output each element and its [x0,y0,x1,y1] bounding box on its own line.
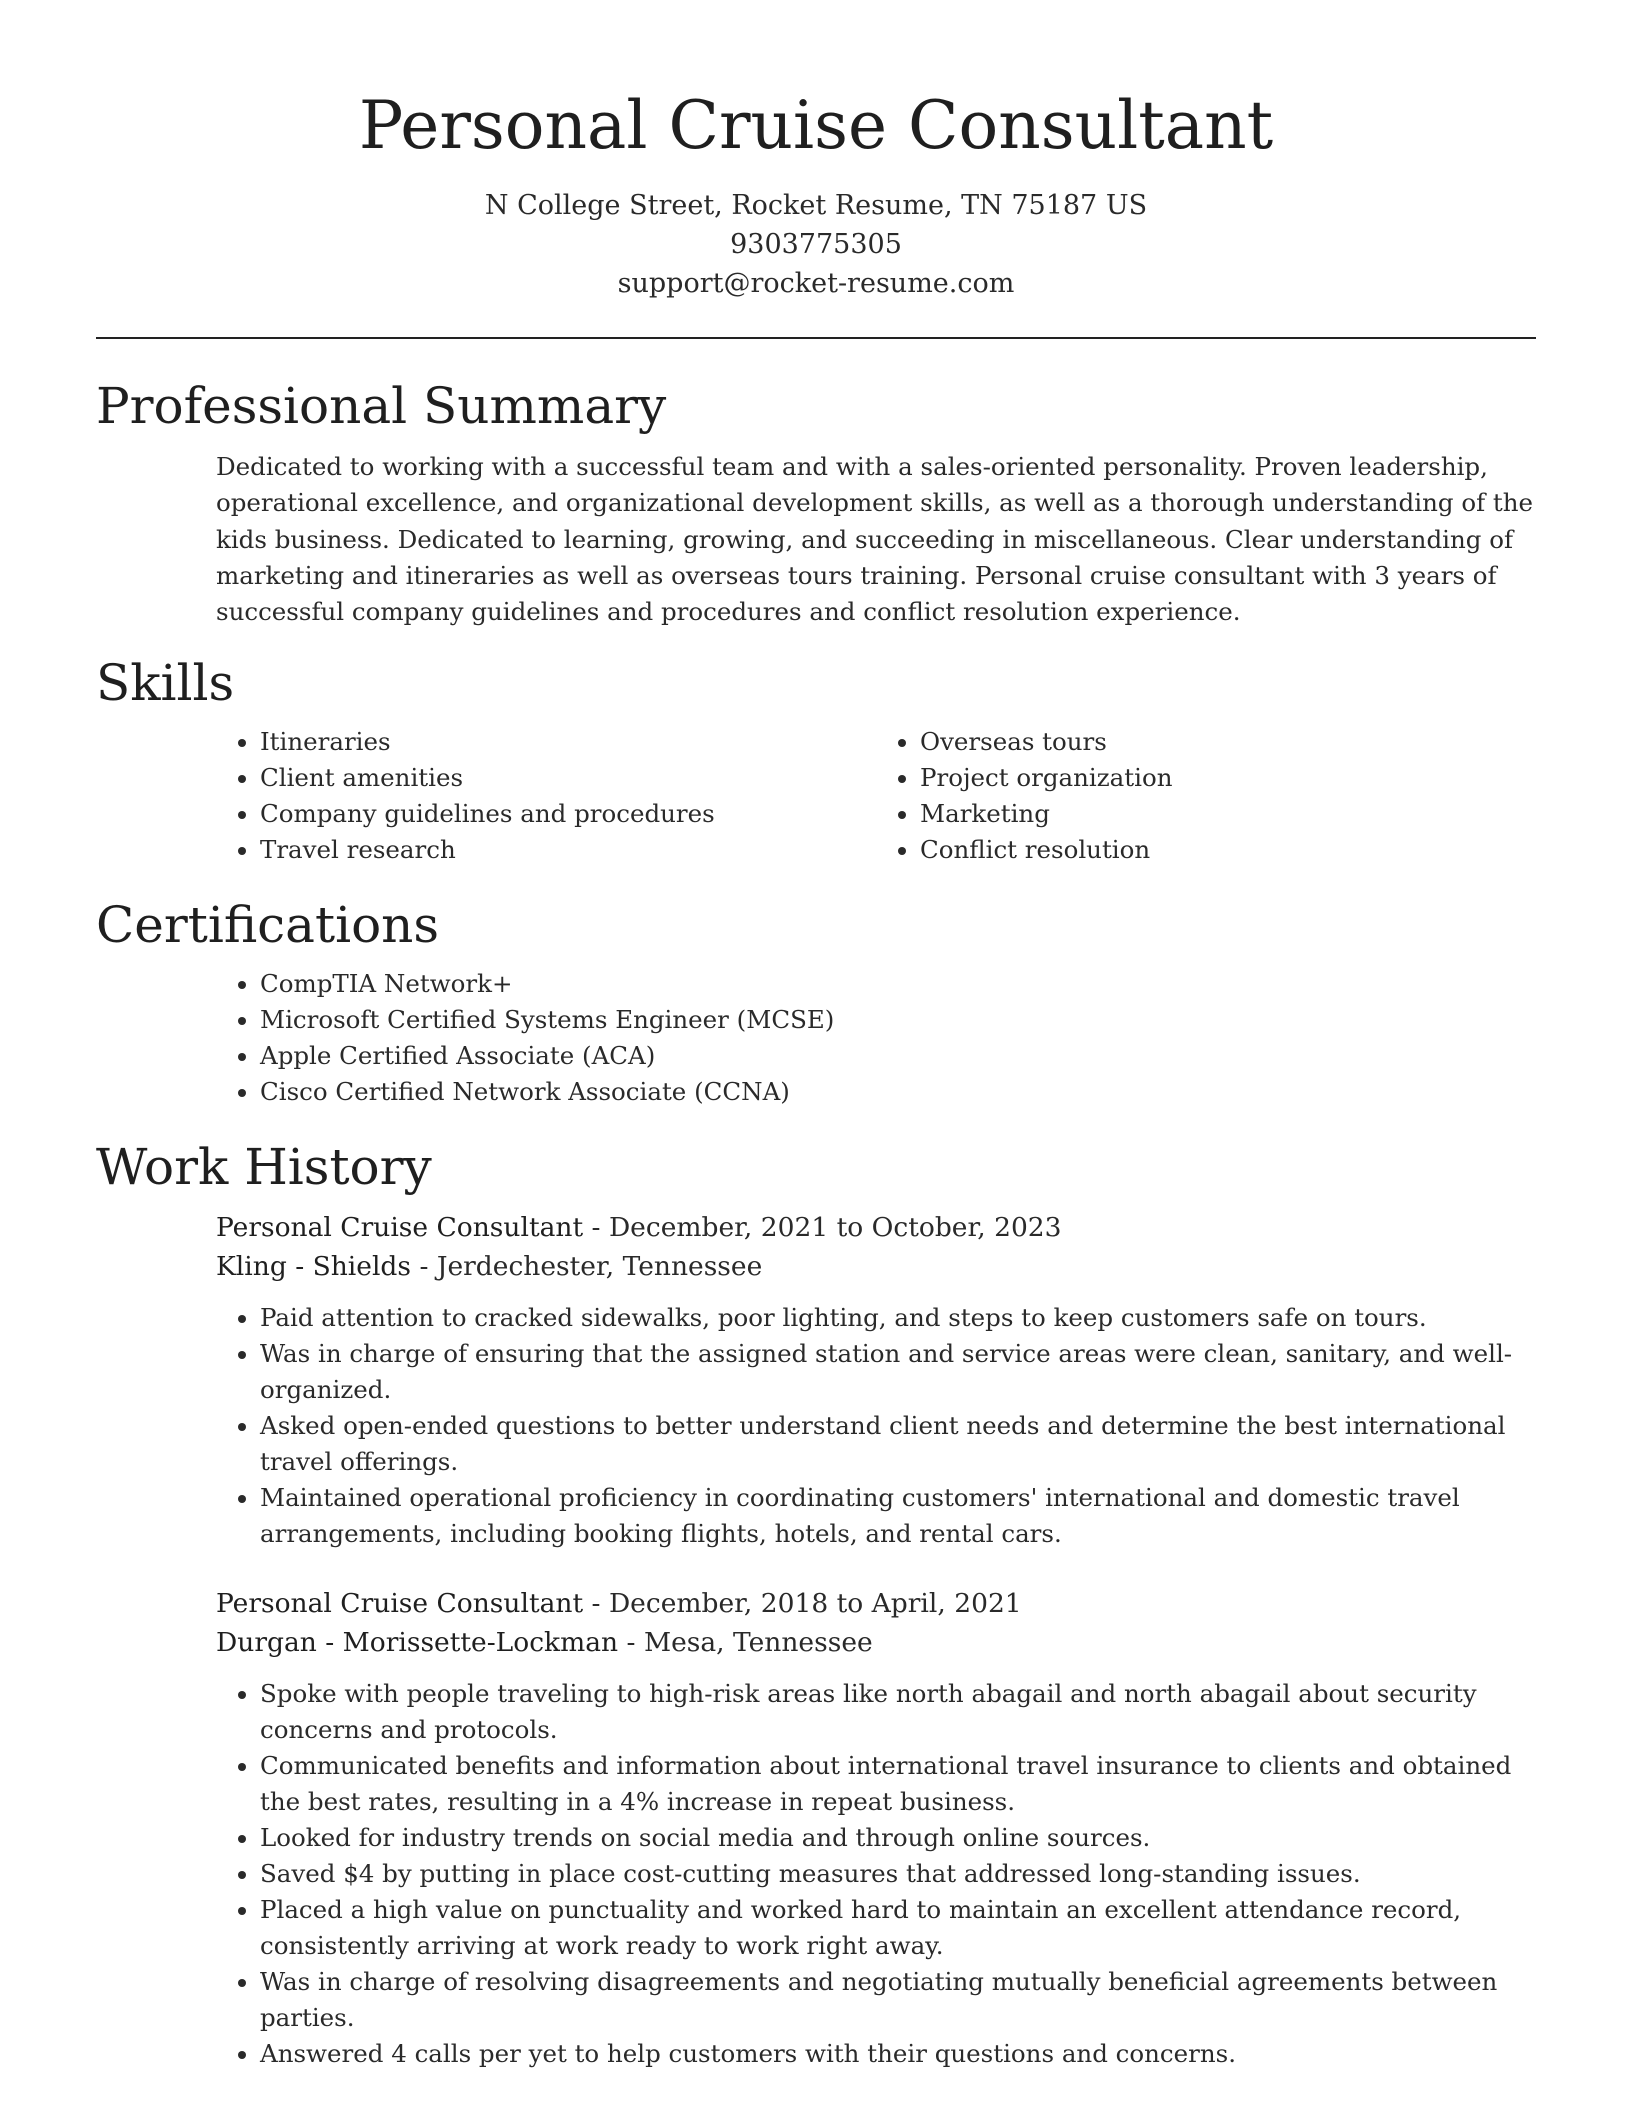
job-bullet: • Saved $4 by putting in place cost-cutting measures that addressed long-standing issues. [260,1856,1536,1892]
certification-item: • Cisco Certified Network Associate (CCNA) [260,1074,1536,1110]
certification-item: • Apple Certified Associate (ACA) [260,1038,1536,1074]
skill-item: • Project organization [920,760,1536,796]
skill-item: • Itineraries [260,724,876,760]
job-dates: December, 2018 to April, 2021 [608,1588,1022,1620]
job-employer-line [216,1247,1536,1286]
contact-phone: 9303775305 [730,229,902,260]
work-history-section [96,1136,1536,2072]
work-history-heading: Work History [96,1138,432,1197]
job-location: Mesa, Tennessee [643,1627,873,1659]
skill-item: • Company guidelines and procedures [260,796,876,832]
job-entry [216,1208,1536,1552]
skills-section [96,652,1536,868]
certifications-heading: Certifications [96,896,440,955]
job-dates: December, 2021 to October, 2023 [608,1212,1062,1244]
certification-item: • Microsoft Certified Systems Engineer (MCSE) [260,1002,1536,1038]
separator: - [626,1627,644,1659]
certification-item: • CompTIA Network+ [260,966,1536,1002]
job-entry [216,1584,1536,2072]
job-bullet: • Looked for industry trends on social media and through online sources. [260,1820,1536,1856]
job-bullet: • Communicated benefits and information about international travel insurance to clients and obtained the best rates, resulting in a 4% increase in repeat business. [260,1748,1536,1820]
skills-heading: Skills [96,654,235,713]
skill-item: • Client amenities [260,760,876,796]
resume-header [96,0,1536,303]
separator: - [591,1588,609,1620]
contact-address: N College Street, Rocket Resume, TN 75187 US [484,190,1148,221]
job-bullets [216,1300,1536,1552]
skill-item: • Marketing [920,796,1536,832]
contact-block [96,186,1536,303]
skills-grid [216,724,1536,868]
job-bullet: • Paid attention to cracked sidewalks, poor lighting, and steps to keep customers safe on tours. [260,1300,1536,1336]
separator: - [419,1251,437,1283]
job-bullets [216,1676,1536,2072]
skill-item: • Overseas tours [920,724,1536,760]
job-bullet: • Answered 4 calls per yet to help customers with their questions and concerns. [260,2036,1536,2072]
skill-item: • Conflict resolution [920,832,1536,868]
separator: - [591,1212,609,1244]
candidate-name: Personal Cruise Consultant [358,87,1274,164]
job-title-line [216,1208,1536,1247]
job-bullet: • Asked open-ended questions to better understand client needs and determine the best international travel offerings. [260,1408,1536,1480]
job-title: Personal Cruise Consultant [216,1212,584,1244]
job-location: Jerdechester, Tennessee [436,1251,763,1283]
job-employer-line [216,1623,1536,1662]
job-bullet: • Was in charge of ensuring that the assigned station and service areas were clean, sanitary, and well-organized. [260,1336,1536,1408]
header-divider [96,337,1536,339]
summary-section [96,375,1536,630]
contact-email: support@rocket-resume.com [617,268,1015,299]
job-bullet: • Placed a high value on punctuality and worked hard to maintain an excellent attendance record, consistently arriving at work ready to work right away. [260,1892,1536,1964]
job-employer: Kling - Shields [216,1251,411,1283]
job-bullet: • Maintained operational proficiency in coordinating customers' international and domestic travel arrangements, including booking flights, hotels, and rental cars. [260,1480,1536,1552]
job-title-line [216,1584,1536,1623]
resume-page [96,0,1536,2072]
skills-list-right [876,724,1536,868]
skill-item: • Travel research [260,832,876,868]
job-employer: Durgan - Morissette-Lockman [216,1627,619,1659]
summary-heading: Professional Summary [96,377,667,435]
certifications-list [216,966,1536,1110]
certifications-section [96,894,1536,1110]
summary-text: Dedicated to working with a successful team and with a sales-oriented personality. Proven leadership, operational excellence, and organizational development skills, as well as a thorough understanding of the kids business. Dedicated to learning, growing, and succeeding in miscellaneous. Clear understanding of marketing and itineraries as well as overseas tours training. Personal cruise consultant with 3 years of successful company guidelines and procedures and conflict resolution experience. [216,452,1534,627]
job-bullet: • Spoke with people traveling to high-risk areas like north abagail and north abagail about security concerns and protocols. [260,1676,1536,1748]
job-bullet: • Was in charge of resolving disagreements and negotiating mutually beneficial agreements between parties. [260,1964,1536,2036]
skills-list-left [216,724,876,868]
job-title: Personal Cruise Consultant [216,1588,584,1620]
